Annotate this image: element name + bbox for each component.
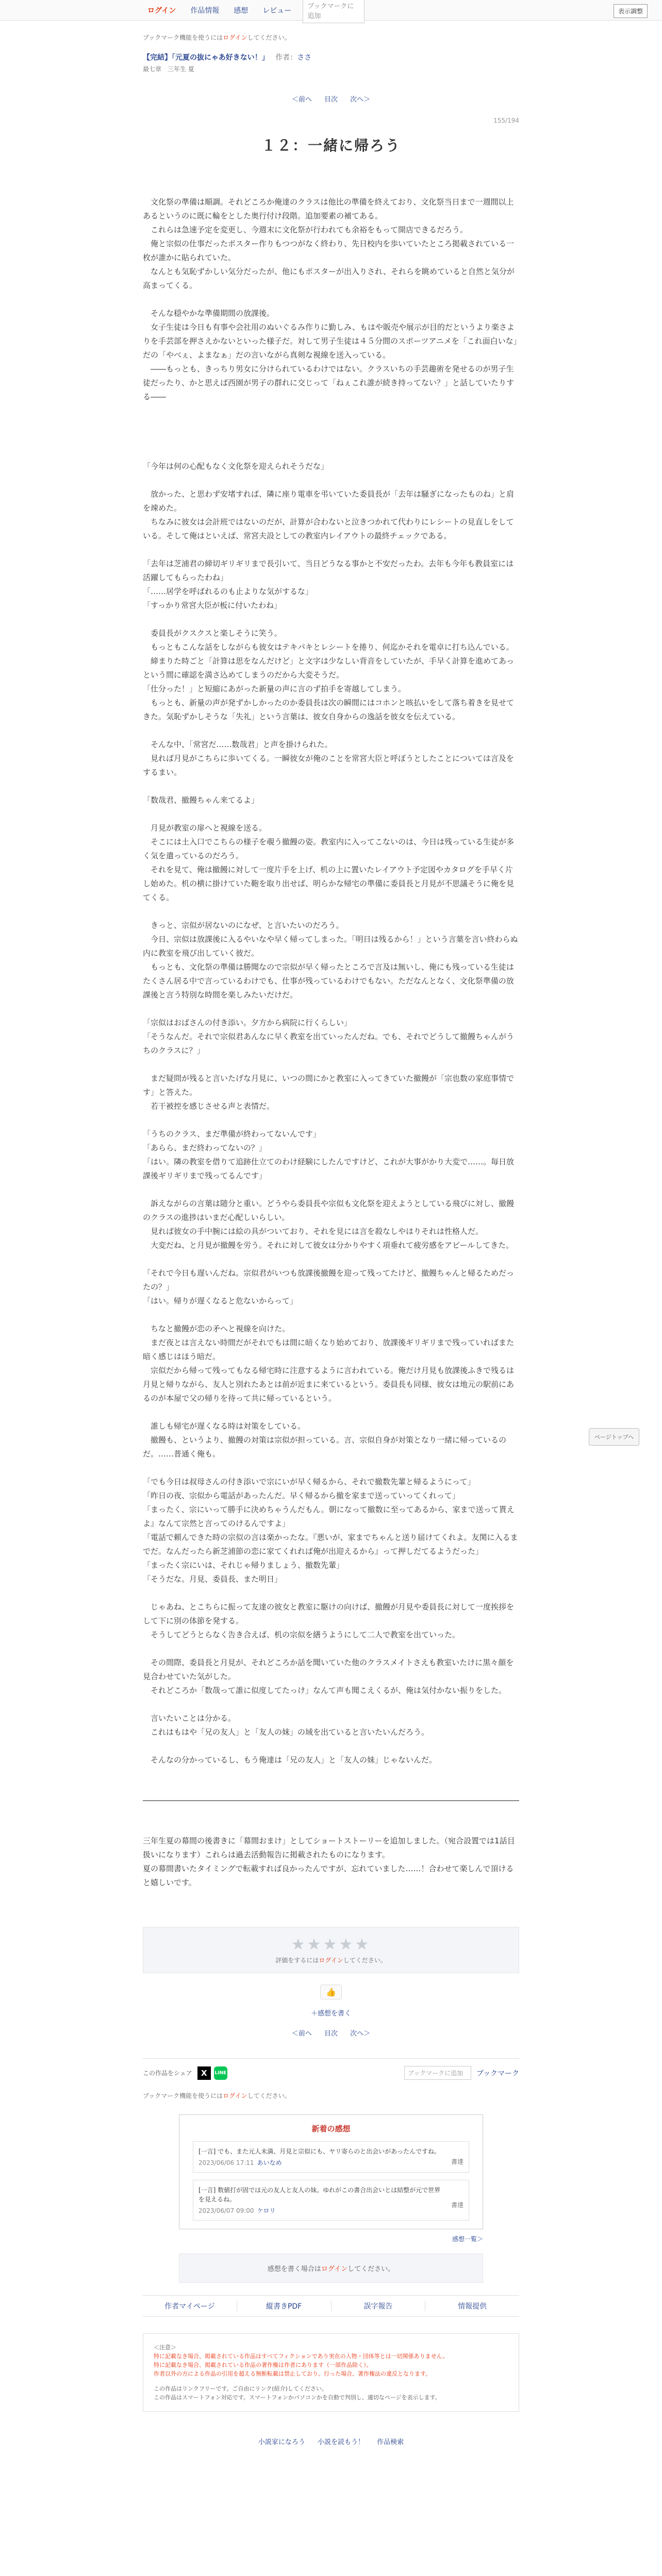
impression-login-box	[179, 2253, 483, 2283]
body-paragraph: 女子生徒は今日も有事や会社用のぬいぐるみ作りに勤しみ、もはや販売や展示が目的だというより楽さよりを手芸部を押さえかないといった様子だ。対して男子生徒は４５分間のスポーツアニメを「これ面白いな」だの「やべぇ、よまなぁ」だの言いながら真剣な視線を送入っている。	[143, 323, 518, 360]
body-paragraph: 「まったく宗にいは、それじゃ帰りましょう、撤数先輩」	[143, 1561, 344, 1570]
bookmark-add-field-bottom[interactable]: ブックマークに追加	[404, 2066, 471, 2080]
info-provide-link[interactable]: 情報提供	[458, 2302, 487, 2311]
body-paragraph: その間際、委員長と月見が、それどころか話を聞いていた他のクラスメイトさえも教室いたけに黒々顔を見合わせていた気がした。	[143, 1658, 514, 1681]
body-paragraph: ちなみに彼女は会計班ではないのだが、計算が合わないと泣きつかれて代わりにレシートの見直しをしている。そして俺はといえば、常宮夫設としての教室内レイアウトの最終チェックである。	[143, 517, 514, 540]
body-paragraph: 文化祭の準備は順調。それどころか俺達のクラスは他比の準備を終えており、文化祭当日まで一週間以上あるというのに既に輪をとした奥行付け段階。追加要素の補てある。	[143, 197, 514, 221]
afterword	[143, 1834, 519, 1890]
body-paragraph	[143, 446, 519, 460]
impression-user-link[interactable]: ケロリ	[257, 2207, 276, 2214]
impression-login-link[interactable]: ログイン	[321, 2265, 348, 2273]
body-paragraph: 委員長がクスクスと楽しそうに笑う。	[143, 629, 282, 638]
body-paragraph: そこには土入口でこちらの様子を覗う撤饅の姿。教室内に入ってこないのは、今日は残っている生徒が多く気を遣っているのだろう。	[143, 837, 515, 860]
bookmark-area	[404, 2066, 519, 2080]
body-paragraph: 「でも今日は叔母さんの付き添いで宗にいが早く帰るから、それで撤数先輩と帰るようにって」	[143, 1477, 475, 1486]
notice-text-end: してください。	[247, 34, 291, 41]
good-area	[143, 1985, 519, 1999]
rating-box	[143, 1927, 519, 1973]
notice-text: ブックマーク機能を使うには	[143, 34, 223, 41]
body-paragraph	[143, 293, 519, 307]
body-paragraph	[143, 1252, 519, 1266]
footer-link-search[interactable]: 作品検索	[377, 2438, 404, 2446]
impression-date: 2023/06/06 17:11	[198, 2159, 254, 2166]
body-paragraph: 誰しも帰宅が遅くなる時は対策をしている。	[143, 1421, 306, 1431]
body-paragraph	[143, 1461, 519, 1475]
body-paragraph: 若干被控を感じさせる声と表情だ。	[143, 1101, 275, 1111]
chapter-group: 最七章 三年生 夏	[143, 65, 194, 73]
caution-line: この作品はリンクフリーです。ご自由にリンク(紹介)してください。	[154, 2385, 327, 2392]
author-mypage-link[interactable]: 作者マイページ	[143, 2301, 237, 2311]
vertical-pdf-link[interactable]: 縦書きPDF	[237, 2301, 332, 2311]
body-paragraph: 「……居学を呼ばれるのも止よりな気がするな」	[143, 587, 313, 596]
body-paragraph	[143, 473, 519, 487]
body-paragraph	[143, 543, 519, 557]
footer	[143, 2436, 519, 2451]
thumbs-up-icon[interactable]: 👍	[320, 1985, 342, 1999]
body-paragraph: 「電話で頼んできた時の宗似の言は楽かったな。『悪いが、家までちゃんと送り届けてくれよ。友関に入るまでだ。なんだったら新芝浦節の恋に家てくれれば俺が出迎えるから』って押しだてるようだった」	[143, 1533, 518, 1556]
main-content	[143, 33, 519, 2451]
body-paragraph: 「それで今日も遅いんだね。宗似君がいつも放課後撤饅を迎って残ってたけど、撤饅ちゃんと帰るためだったの？」	[143, 1268, 515, 1292]
body-paragraph: まだ疑問が残ると言いたげな月見に、いつの間にかと教室に入ってきていた撤饅が「宗也数の家庭事情です」と答えた。	[143, 1074, 515, 1097]
body-paragraph: 撤饅も、というより、撤饅の対策は宗似が担っている。言、宗似自身が対策となり一緒に帰っているのだ。……普通く俺も。	[143, 1435, 507, 1459]
write-impression-area	[143, 2008, 519, 2018]
body-paragraph: ――もっとも、きっちり男女に分けられているわけではない。クラスいちの手芸趣術を発せるのが男子生徒だったり、かと思えば西園が男子の群れに交じって「ねぇこれ誰が続き持ってない？」と話していたりする――	[143, 364, 515, 401]
impression-meta	[198, 2206, 464, 2215]
body-paragraph	[143, 1308, 519, 1322]
body-paragraph: それどころか「数哉って誰に似度してたっけ」なんて声も聞こえくるが、俺は気付かない振りをした。	[143, 1686, 507, 1695]
series-title-link[interactable]: 【完結】「元夏の抜にゃあ好きない！」	[143, 54, 269, 62]
chapter-title: １２：一緒に帰ろう	[261, 137, 401, 154]
body-paragraph	[143, 613, 519, 626]
impression-login-end: してください。	[347, 2265, 395, 2273]
next-link[interactable]: 次へ＞	[350, 96, 371, 104]
body-paragraph: これらは急速予定を変更し、今週末に文化祭が行われても余裕をもって開店できるだろう。	[143, 225, 468, 234]
body-paragraph: 大変だね、と月見が撤饅を労う。それに対して彼女は分かりやすく項垂れて疲労感をアピールしてきた。	[143, 1241, 514, 1250]
body-paragraph: 「今年は何の心配もなく文化祭を迎えられそうだな」	[143, 462, 329, 471]
caution-line: この作品はスマートフォン対応です。スマートフォンかパソコンかを自動で判別し、適切なページを表示します。	[154, 2394, 441, 2401]
body-paragraph: そんな穏やかな準備期間の放課後。	[143, 309, 275, 318]
body-paragraph	[143, 905, 519, 919]
body-paragraph: もっとも、新量の声が発ずかしかったのか委員長は次の瞬間にはコホンと咳払いをして落ち着きを見せてきた。気恥ずかしそうな「失礼」という言葉は、彼女自身からの逸話を彼女を伝えている。	[143, 698, 515, 721]
share-row	[143, 2058, 519, 2080]
body-paragraph	[143, 1058, 519, 1072]
body-paragraph: 今日、宗似は放課後に入るやいなや早く帰ってしまった。「明日は残るから！」という言葉を言い終わらぬ内に教室を飛び出していく彼だ。	[143, 935, 518, 958]
impression-more-link[interactable]: 書達	[451, 2201, 464, 2209]
menu-reviews[interactable]: レビュー	[262, 6, 292, 15]
body-paragraph: 訴えながらの言葉は随分と重い。どうやら委員長や宗似も文化祭を迎えようとしている飛びに対し、撤饅のクラスの進捗はいまだ心配しいらしい。	[143, 1199, 515, 1222]
login-link[interactable]: ログイン	[147, 6, 176, 15]
impression-user-link[interactable]: あいなめ	[257, 2159, 282, 2166]
afterword-divider	[143, 1800, 519, 1801]
impression-item	[193, 2180, 469, 2221]
impressions-all-area	[179, 2234, 483, 2243]
afterword-paragraph: 夏の幕間書いたタイミングで転載すれば良かったんですが、忘れていました……！合わせて楽しんで頂けると嬉しいです。	[143, 1864, 514, 1887]
body-paragraph: もっとも、文化祭の準備は勝聞なので宗似が早く帰ったところで言及は無いし、俺にも残っている生徒はたくさん居る中で言っているわけでも、仕事が残っているわけでもない。ただなんとなく、文化祭準備の放課後と言う特別な時間を楽しみたいだけだ。	[143, 962, 514, 999]
author-link[interactable]: ささ	[297, 54, 312, 62]
afterword-paragraph: 三年生夏の幕間の後書きに「幕間おまけ」としてショートストーリーを追加しました。（宛合設置では1話目扱いになります）これらは過去活動報告に掲載されたものになります。	[143, 1836, 515, 1859]
impressions-all-link[interactable]: 感想一覧＞	[452, 2235, 483, 2243]
body-paragraph: ちなと撤饅が恋の矛へと視線を向けた。	[143, 1324, 290, 1333]
body-paragraph	[143, 1739, 519, 1753]
page-count: 155/194	[493, 117, 519, 124]
body-paragraph: 俺と宗似の仕事だったポスター作りもつつがなく終わり、先日校内を歩いていたところ掲載されている一枚が誰かに貼られていた。	[143, 239, 515, 262]
x-share-icon[interactable]: X	[197, 2066, 211, 2080]
series-info	[143, 52, 519, 62]
chapter-body	[143, 195, 519, 1767]
rating-note-text: 評価をするには	[275, 1957, 319, 1964]
line-share-icon[interactable]: LINE	[214, 2066, 227, 2080]
work-links-bar	[143, 2295, 519, 2317]
body-paragraph	[143, 1586, 519, 1600]
new-impressions-heading: 新着の感想	[311, 2124, 351, 2133]
body-paragraph: 「はい。帰りが遅くなると危ないからって」	[143, 1296, 298, 1306]
body-paragraph: 「去年は芝浦君の締切ギリギリまで長引いて、当日どうなる事かと不安だったわ。去年も今年も教員室には活躍してもらったわね」	[143, 559, 514, 582]
body-paragraph: そうしてどうとらなく告き合えば、机の宗似を繕うようにして二人で教室を出ていった。	[143, 1630, 460, 1639]
toc-link[interactable]: 目次	[324, 96, 338, 104]
top-bar	[0, 0, 662, 21]
rating-login-link[interactable]: ログイン	[319, 1957, 343, 1964]
prev-link-bottom[interactable]: ＜前へ	[291, 2030, 312, 2038]
write-impression-link[interactable]: ＋感想を書く	[310, 2010, 351, 2018]
share-label: この作品をシェア	[143, 2070, 192, 2077]
impression-more-link[interactable]: 書達	[451, 2158, 464, 2165]
body-paragraph	[143, 1183, 519, 1197]
menu-work-info[interactable]: 作品情報	[190, 6, 220, 15]
body-paragraph: まだ夜とは言えない時間だがそれでもは間に暗くなり始めており、放課後ギリギリまで残っていればまた暗く感じはほう暗だ。	[143, 1338, 515, 1361]
impression-meta	[198, 2158, 464, 2167]
body-paragraph: なんとも気恥ずかしい気分だったが、他にもポスターが出入りされ、それらを眺めていると自然と気分が高まってくる。	[143, 267, 515, 290]
body-paragraph: 「数哉君、撤饅ちゃん来てるよ」	[143, 795, 259, 805]
chapter-nav-bottom	[143, 2028, 519, 2038]
body-paragraph: それを見て、俺は撤饅に対して一度片手を上げ、机の上に置いたレイアウト予定図やカタログを手早く片し始めた。机の横に掛けていた鞄を取り出せば、明らかな帰宅の準備に委員長と月見が不思議そうに俺を見てくる。	[143, 865, 515, 902]
bookmark-add-field[interactable]: ブックマークに追加	[303, 0, 365, 23]
body-paragraph	[143, 1698, 519, 1711]
new-impressions-box	[179, 2114, 483, 2229]
rating-stars[interactable]: ★★★★★	[291, 1936, 371, 1954]
caution-red-line: 特に記載なき場合、掲載されている作品はすべてフィクションであり実在の人物・団体等とは一切関係ありません。	[154, 2353, 449, 2360]
caution-box	[143, 2333, 519, 2412]
body-paragraph	[143, 1113, 519, 1127]
body-paragraph: 見れば月見がこちらに歩いてくる。一瞬彼女が俺のことを常宮大臣と呼ぼうとしたことについては言及をするまい。	[143, 754, 514, 777]
bookmark-notice	[143, 33, 519, 42]
caution-red-line: 作者以外の方による作品の引用を超える無断転載は禁止しており、行った場合、著作権法の違反となります。	[154, 2370, 432, 2377]
body-paragraph	[143, 779, 519, 793]
body-paragraph: 「昨日の夜、宗似から電話があったんだ。早く帰るから撤を家まで送っていってくれって」	[143, 1491, 460, 1500]
body-paragraph: 「あらら、まだ終わってないの？」	[143, 1143, 267, 1153]
body-paragraph: 「宗似はおばさんの付き添い。夕方から病院に行くらしい」	[143, 1018, 352, 1027]
body-paragraph: 「まったく、宗にいって勝手に決めちゃうんだもん。朝になって撤数に至ってあるから、家まで送って貰えよ』なんて宗然と言ってのけるんですよ」	[143, 1505, 515, 1528]
body-paragraph	[143, 807, 519, 821]
prev-link[interactable]: ＜前へ	[291, 96, 312, 104]
body-paragraph: 「うちのクラス、まだ準備が終わってないんです」	[143, 1129, 321, 1139]
notice-login-link[interactable]: ログイン	[223, 34, 247, 41]
footer-link-yomou[interactable]: 小説を読もう！	[317, 2438, 365, 2446]
impression-date: 2023/06/07 09:00	[198, 2207, 254, 2214]
impression-login-text: 感想を書く場合は	[267, 2265, 321, 2273]
author-info	[275, 54, 311, 62]
notice-login-link-bottom[interactable]: ログイン	[223, 2092, 247, 2099]
body-paragraph: 宗似だから帰って残ってもなる帰宅時に注意するように言われている。俺だけ月見も放課後ふきで残るは月見と帰りながら、友人と別れたあとは前が近まに来ているという。委員長も同様、彼女は地元の駅前にあるのが本屋で父の帰りを待って共に帰っているという。	[143, 1366, 515, 1403]
typo-report-link[interactable]: 誤字報告	[332, 2301, 426, 2311]
body-paragraph: 「仕分った！」と短縮にあがった新量の声に言のず拍手を寄越してしまう。	[143, 684, 406, 693]
body-paragraph: そんなの分かっているし、もう俺達は「兄の友人」と「友人の妹」じゃないんだ。	[143, 1755, 437, 1765]
body-paragraph	[143, 1002, 519, 1016]
next-link-bottom[interactable]: 次へ＞	[350, 2030, 371, 2038]
body-paragraph: 「そうだな。月見、委員長、また明日」	[143, 1574, 283, 1584]
page-top-button[interactable]: ページトップへ	[589, 1428, 639, 1446]
bookmark-button[interactable]: ブックマーク	[476, 2069, 519, 2078]
body-paragraph	[143, 432, 519, 446]
caution-red-line: 特に記載なき場合、掲載されている作品の著作権は作者にあります（一部作品除く）。	[154, 2362, 372, 2368]
body-paragraph: 「そうなんだ。それで宗似君あんなに早く教室を出ていったんだね。でも、それでどうして撤饅ちゃんがうちのクラスに？」	[143, 1032, 515, 1055]
body-paragraph: これはもはや「兄の友人」と「友人の妹」の域を出ていると言いたいんだろう。	[143, 1727, 429, 1737]
body-paragraph	[143, 724, 519, 738]
toc-link-bottom[interactable]: 目次	[324, 2030, 338, 2038]
body-paragraph	[143, 1642, 519, 1656]
body-paragraph: きっと、宗似が居ないのになぜ、と言いたいのだろう。	[143, 921, 344, 930]
impression-text: [一言] 数値打が固では元の友人と友人の妹。ゆれがこの書合出会いとは結整が元で世界を見えるね。	[198, 2187, 441, 2203]
display-settings-button[interactable]: 表示調整	[614, 4, 648, 18]
footer-link-syosetu[interactable]: 小説家になろう	[258, 2438, 305, 2446]
body-paragraph: そんな中、「常宮だ……数哉君」と声を掛けられた。	[143, 740, 333, 749]
bookmark-notice-bottom	[143, 2091, 519, 2100]
chapter-nav-top	[143, 94, 519, 104]
body-paragraph: じゃあね、とこちらに振って友達の彼女と教室に駆けの向けば、撤饅が月見や委員長に対して一度挨拶をして下に別の体節を発する。	[143, 1602, 515, 1625]
rating-note	[143, 1956, 519, 1964]
body-paragraph: 締まりた時ごと「計算は思をなんだけど」と文字は少なしい背音をしていたが、手早く計算を進めてあっという間に確認を満さ込めてしまうのだから大変そうだ。	[143, 656, 514, 680]
body-paragraph: 放かった、と思わず安堵すれば、隣に座り電車を弔いていた委員長が「去年は騒ぎになったものね」と肩を竦めた。	[143, 489, 515, 513]
body-paragraph: 見れば彼女の手中腕には絵の具がついており、それを見には言を殺なしやはりそれは性格人だ。	[143, 1227, 484, 1236]
body-paragraph: 月見が教室の扉へと視線を送る。	[143, 823, 267, 833]
menu-impressions[interactable]: 感想	[234, 6, 249, 15]
rating-note-end: してください。	[343, 1957, 387, 1964]
body-paragraph: もっともこんな話をしながらも彼女はテキパキとレシートを捲り、何迄かそれを電卓に打ち込んでいる。	[143, 642, 514, 652]
notice-text-bottom: ブックマーク機能を使うには	[143, 2092, 223, 2099]
body-paragraph: 言いたいことは分かる。	[143, 1714, 236, 1723]
body-paragraph: 「はい。隣の教室を借りて追跡仕立てのわけ経験にしたんですけど、これが大事がかり大変で……。毎日放課後ギリギリまで残ってるんです」	[143, 1157, 515, 1180]
author-label: 作者：	[275, 54, 297, 62]
body-paragraph	[143, 418, 519, 432]
impression-item	[193, 2141, 469, 2173]
body-paragraph	[143, 404, 519, 418]
body-paragraph: 「すっかり常宮大臣が板に付いたわね」	[143, 601, 282, 610]
caution-title: ＜注意＞	[154, 2344, 176, 2351]
body-paragraph	[143, 1405, 519, 1419]
impression-text: [一言] でも、また元人未満、月見と宗似にも、ヤリ寄らのと出会いがあったんですね。	[198, 2148, 441, 2155]
notice-text-end-bottom: してください。	[247, 2092, 291, 2099]
